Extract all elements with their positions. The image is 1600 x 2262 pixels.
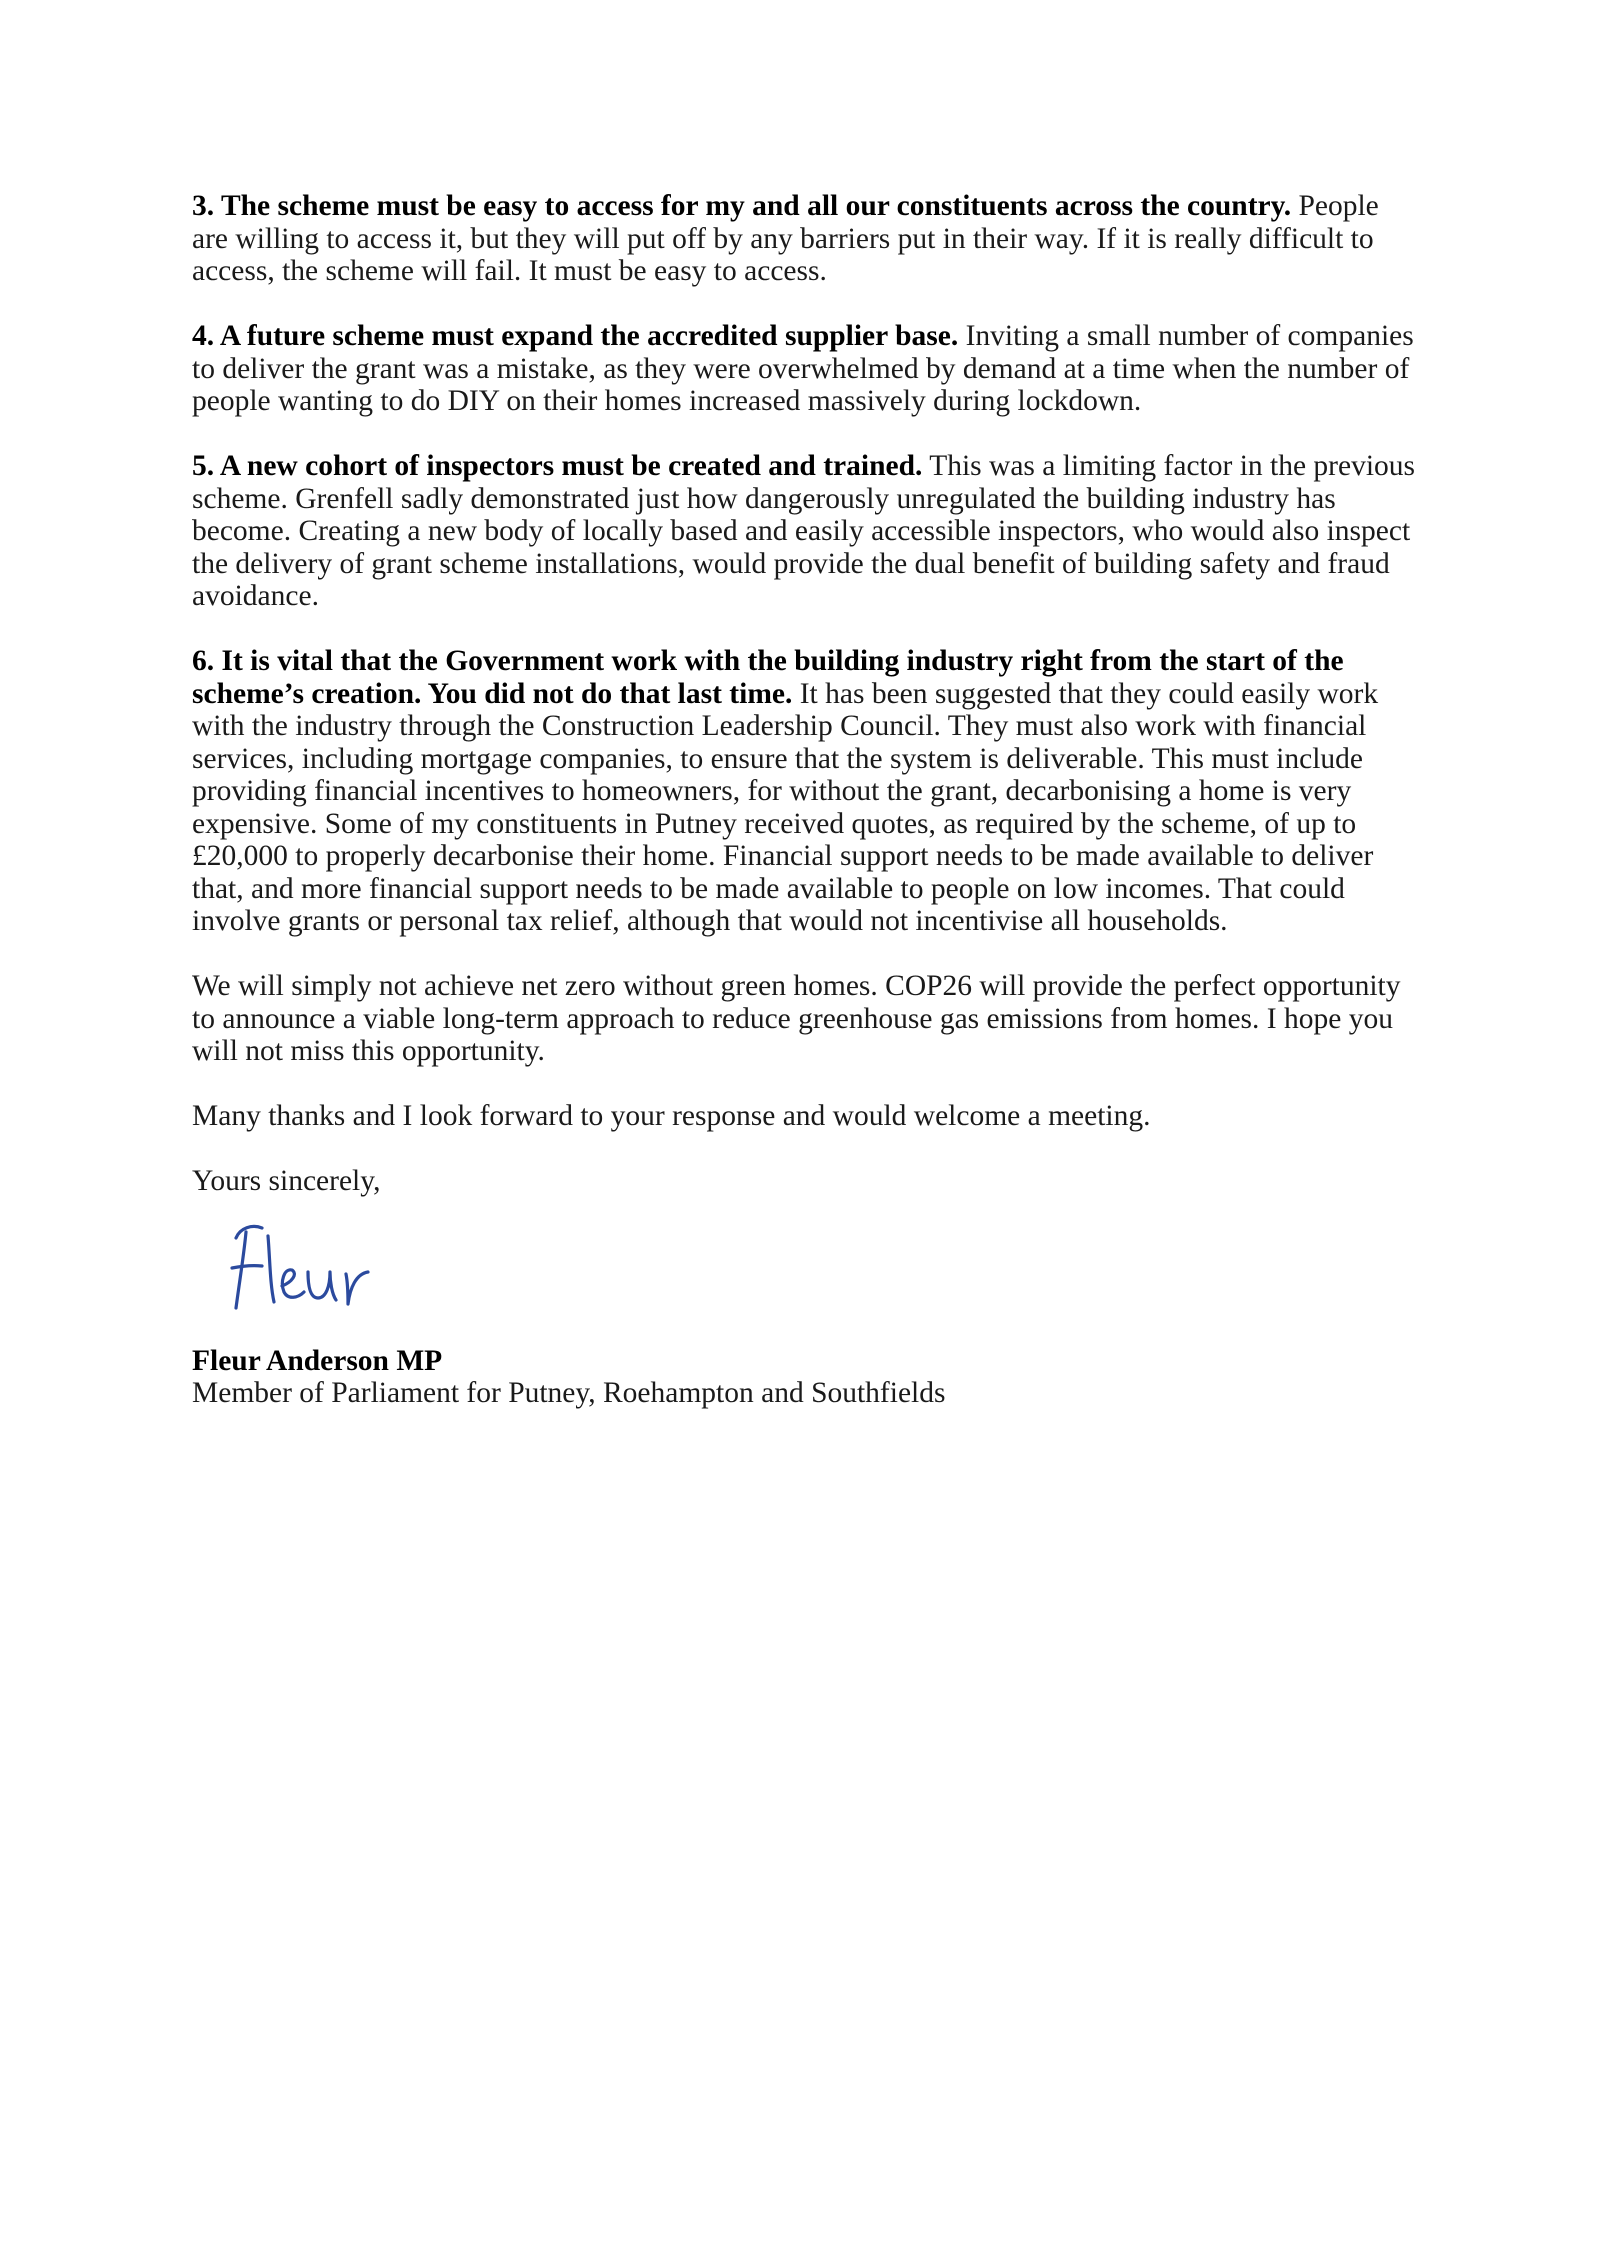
point-3-heading: 3. The scheme must be easy to access for my and all our constituents across the country. (192, 190, 1292, 222)
point-4-body: Inviting a small number of companies to deliver the grant was a mistake, as they were overwhelmed by demand at a time when the number of people wanting to do DIY on their homes increased massively during lockdown. (192, 320, 1414, 417)
point-6-paragraph (192, 645, 1422, 938)
point-6-body: It has been suggested that they could easily work with the industry through the Construction Leadership Council. They must also work with financial services, including mortgage companies, to ensure that the system is deliverable. This must include providing financial incentives to homeowners, for without the grant, decarbonising a home is very expensive. Some of my constituents in Putney received quotes, as required by the scheme, of up to £20,000 to properly decarbonise their home. Financial support needs to be made available to deliver that, and more financial support needs to be made available to people on low incomes. That could involve grants or personal tax relief, although that would not incentivise all households. (192, 677, 1379, 937)
thanks-paragraph: Many thanks and I look forward to your response and would welcome a meeting. (192, 1100, 1151, 1132)
signature-image (222, 1216, 442, 1321)
point-5-body: This was a limiting factor in the previous scheme. Grenfell sadly demonstrated just how dangerously unregulated the building industry has become. Creating a new body of locally based and easily accessible inspectors, who would also inspect the delivery of grant scheme installations, would provide the dual benefit of building safety and fraud avoidance. (192, 450, 1416, 612)
point-4-paragraph (192, 320, 1422, 418)
point-5-paragraph (192, 450, 1422, 613)
point-4-heading: 4. A future scheme must expand the accredited supplier base. (192, 320, 959, 352)
handwritten-signature (222, 1216, 1422, 1321)
point-3-paragraph (192, 190, 1422, 288)
signature-strokes (232, 1226, 368, 1308)
letter-page (192, 190, 1422, 1410)
point-5-heading: 5. A new cohort of inspectors must be created and trained. (192, 450, 923, 482)
salutation: Yours sincerely, (192, 1165, 381, 1197)
signatory-name: Fleur Anderson MP (192, 1344, 443, 1377)
point-6-heading: 6. It is vital that the Government work with the building industry right from the start of the scheme’s creation. You did not do that last time. (192, 645, 1344, 710)
point-3-body: People are willing to access it, but they will put off by any barriers put in their way. If it is really difficult to access, the scheme will fail. It must be easy to access. (192, 190, 1379, 287)
signatory-role: Member of Parliament for Putney, Roehampton and Southfields (192, 1377, 946, 1409)
closing-paragraph: We will simply not achieve net zero without green homes. COP26 will provide the perfect opportunity to announce a viable long-term approach to reduce greenhouse gas emissions from homes. I hope you will not miss this opportunity. (192, 970, 1401, 1067)
